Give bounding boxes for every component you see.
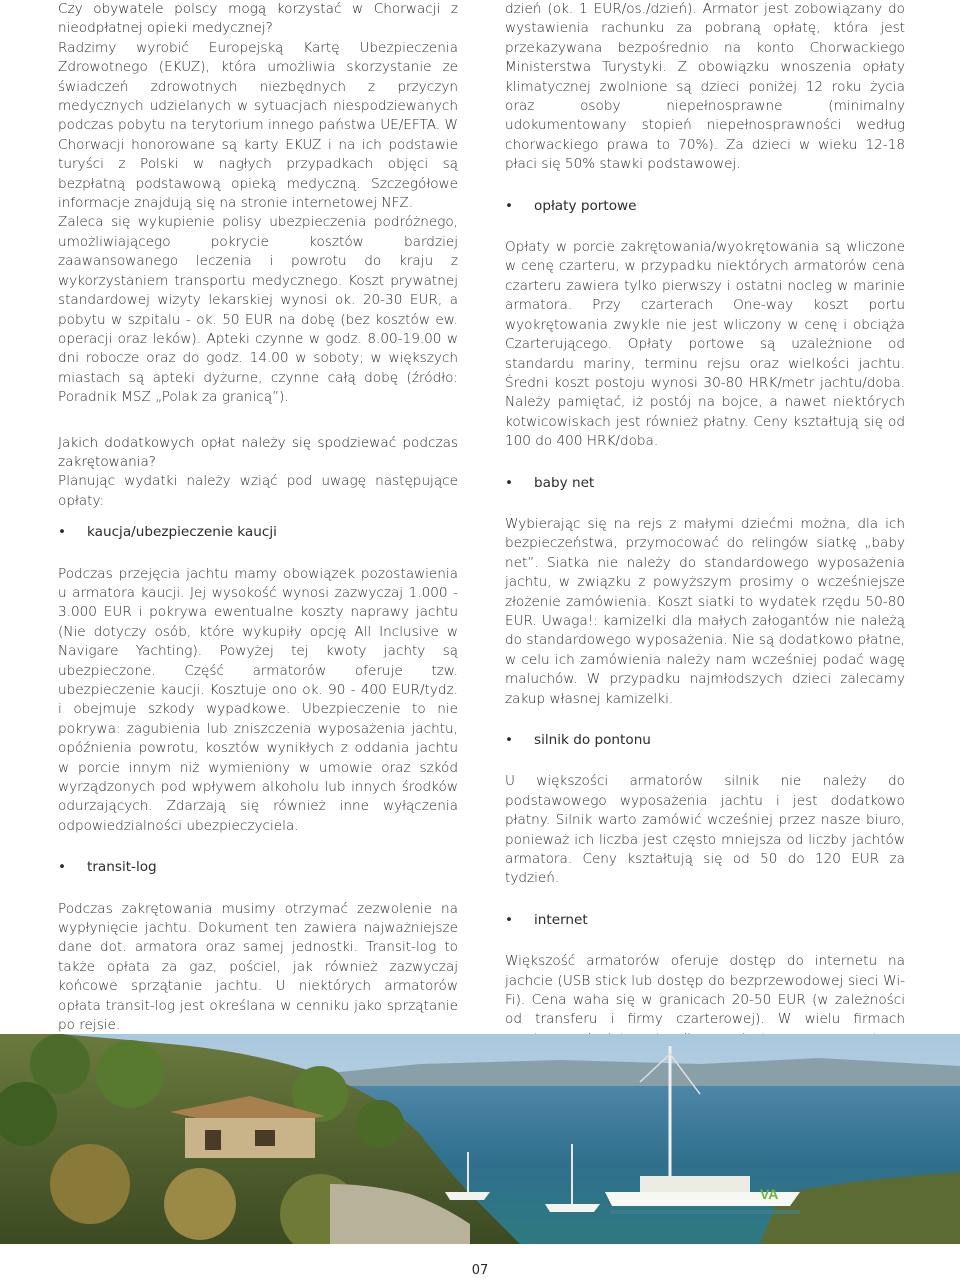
bullet-transit-log [58,858,458,877]
bullet-dot: • [505,732,514,748]
bay-photo-illustration [0,1034,960,1244]
paragraph-internet: Większość armatorów oferuje dostęp do internetu na jachcie (USB stick lub dostęp do bezprzewodowej sieci Wi-Fi). Cena waha się w granicach 20-50 EUR (w zależności od transferu i firmy czarterowej). W wielu firmach [505,953,905,1028]
bay-photo [0,1034,960,1244]
bullet-dot: • [505,911,514,928]
sail-logo: VA [760,1186,779,1202]
paragraph-dinghy-engine: U większości armatorów silnik nie należy do podstawowego wyposażenia jachtu i jest dodatkowo płatny. Silnik warto zamówić wcześniej przez nasze biuro, ponieważ ich liczba jest często mniejsza od liczby jachtów armatora. Ceny kształtują się od 50 do 120 EUR za tydzień. [505,773,905,887]
bullet-port-fees [505,197,905,216]
paragraph-resident-tax-cont: dzień (ok. 1 EUR/os./dzień). Armator jest zobowiązany do wystawienia rachunku za pobraną opłatę, która jest przekazywana bezpośrednio na konto Chorwackiego Ministerstwa Turystyki. Z obowiązku wnoszenia opłaty klimatycznej zwolnione są dzieci poniżej 12 roku życia oraz osoby niepełnosprawne (minimalny udokumentowany stopień niepełnosprawności według chorwackiego prawa to 70%). Za dzieci w wieku 12-18 płaci się 50% stawki podstawowej. [505,1,905,173]
bullet-dot: • [58,524,67,541]
heading-additional-fees: Jakich dodatkowych opłat należy się spodziewać podczas zakrętowania? [58,434,458,470]
bullet-label: silnik do pontonu [534,732,651,748]
paragraph-travel-insurance: Zaleca się wykupienie polisy ubezpieczenia podróżnego, umożliwiającego pokrycie kosztów bardziej zaawansowanego leczenia i powrotu do kraju z wykorzystaniem transportu medycznego. Koszt prywatnej standardowej wizyty lekarskiej wynosi ok. 20-30 EUR, a pobytu w szpitalu - ok. 50 EUR na dobę (bez kosztów ew. operacji oraz leków). Apteki czynne w godz. 8.00-19.00 w dni robocze oraz do godz. 14.00 w soboty; w większych miastach są apteki dyżurne, czynne całą dobę (źródło: Poradnik MSZ „Polak za granicą”). [58,214,458,406]
bullet-label: baby net [534,474,595,491]
page-number: 07 [471,1263,489,1278]
bullet-dot: • [58,859,67,876]
bullet-label: kaucja/ubezpieczenie kaucji [87,524,277,541]
bullet-label: internet [534,911,588,928]
bullet-dot: • [505,474,514,491]
heading-free-medical-care: Czy obywatele polscy mogą korzystać w Chorwacji z nieodpłatnej opieki medycznej? [58,1,458,37]
right-column [505,0,905,1180]
left-column [58,0,458,1177]
bullet-internet [505,911,905,930]
bullet-label: opłaty portowe [534,197,637,214]
bullet-label: transit-log [87,859,157,876]
bullet-baby-net [505,474,905,493]
paragraph-baby-net: Wybierając się na rejs z małymi dziećmi można, dla ich bezpieczeństwa, przymocować do relingów siatkę „baby net”. Siatka nie należy do standardowego wyposażenia jachtu, w związku z powyższym prosimy o wcześniejsze złożenie zamówienia. Koszt siatki to wydatek rzędu 50-80 EUR. Uwaga!: kamizelki dla małych załogantów nie należą do standardowego wyposażenia. Nie są dodatkowo płatne, w celu ich zamówienia należy nam wcześniej podać wagę maluchów. W przypadku najmłodszych dzieci zalecamy zakup własnej kamizelki. [505,515,905,707]
paragraph-fees-intro: Planując wydatki należy wziąć pod uwagę następujące opłaty: [58,473,458,509]
bullet-deposit [58,523,458,542]
paragraph-transit-log: Podczas zakrętowania musimy otrzymać zezwolenie na wypłynięcie jachtu. Dokument ten zawiera najważniejsze dane dot. armatora oraz samej jednostki. Transit-log to także opłata za gaz, pościel, jak również zazwyczaj końcowe sprzątanie jachtu. U niektórych armatorów opłata transit-log jest określana w cenniku jako sprzątanie po rejsie. [58,900,458,1034]
paragraph-deposit: Podczas przejęcia jachtu mamy obowiązek pozostawienia u armatora kaucji. Jej wysokość wynosi zazwyczaj 1.000 - 3.000 EUR i pokrywa ewentualne koszty naprawy jachtu (Nie dotyczy osób, które wykupiły opcję All Inclusive w Navigare Yachting). Powyżej tej kwoty jachty są ubezpieczone. Część armatorów oferuje tzw. ubezpieczenie kaucji. Kosztuje ono ok. 90 - 400 EUR/tydz. i obejmuje szkody wypadkowe. Ubezpieczenie to nie pokrywa: zagubienia lub zniszczenia wyposażenia jachtu, opóźnienia powrotu, kosztów wynikłych z oddania jachtu w porcie innym niż wymieniony w umowie oraz szkód wyrządzonych pod wpływem alkoholu lub innych środków odurzających. Zdarzają się również inne wyłączenia odpowiedzialności ubezpieczyciela. [58,565,458,834]
paragraph-port-fees: Opłaty w porcie zakrętowania/wyokrętowania są wliczone w cenę czarteru, w przypadku niektórych armatorów cena czarteru zawiera tylko pierwszy i ostatni nocleg w marinie armatora. Przy czarterach One-way koszt portu wyokrętowania zwykle nie jest wliczony w cenę i obciąża Czarterującego. Opłaty portowe są uzależnione od standardu mariny, terminu rejsu oraz wielkości jachtu. Średni koszt postoju wynosi 30-80 HRK/metr jachtu/doba. Należy pamiętać, iż postój na bojce, a nawet niektórych kotwicowiskach jest również płatny. Ceny kształtują się od 100 do 400 HRK/doba. [505,239,905,450]
bullet-dot: • [505,197,514,214]
paragraph-ekuz: Radzimy wyrobić Europejską Kartę Ubezpieczenia Zdrowotnego (EKUZ), która umożliwia skorzystanie ze świadczeń zdrowotnych niezbędnych z przyczyn medycznych udzielanych w sytuacjach niespodziewanych podczas pobytu na terytorium innego państwa UE/EFTA. W Chorwacji honorowane są karty EKUZ i na ich podstawie turyści z Polski w nagłych przypadkach objęci są bezpłatną podstawową opieką medyczną. Szczegółowe informacje znajdują się na stronie internetowej NFZ. [58,39,458,212]
bullet-dinghy-engine [505,731,905,750]
